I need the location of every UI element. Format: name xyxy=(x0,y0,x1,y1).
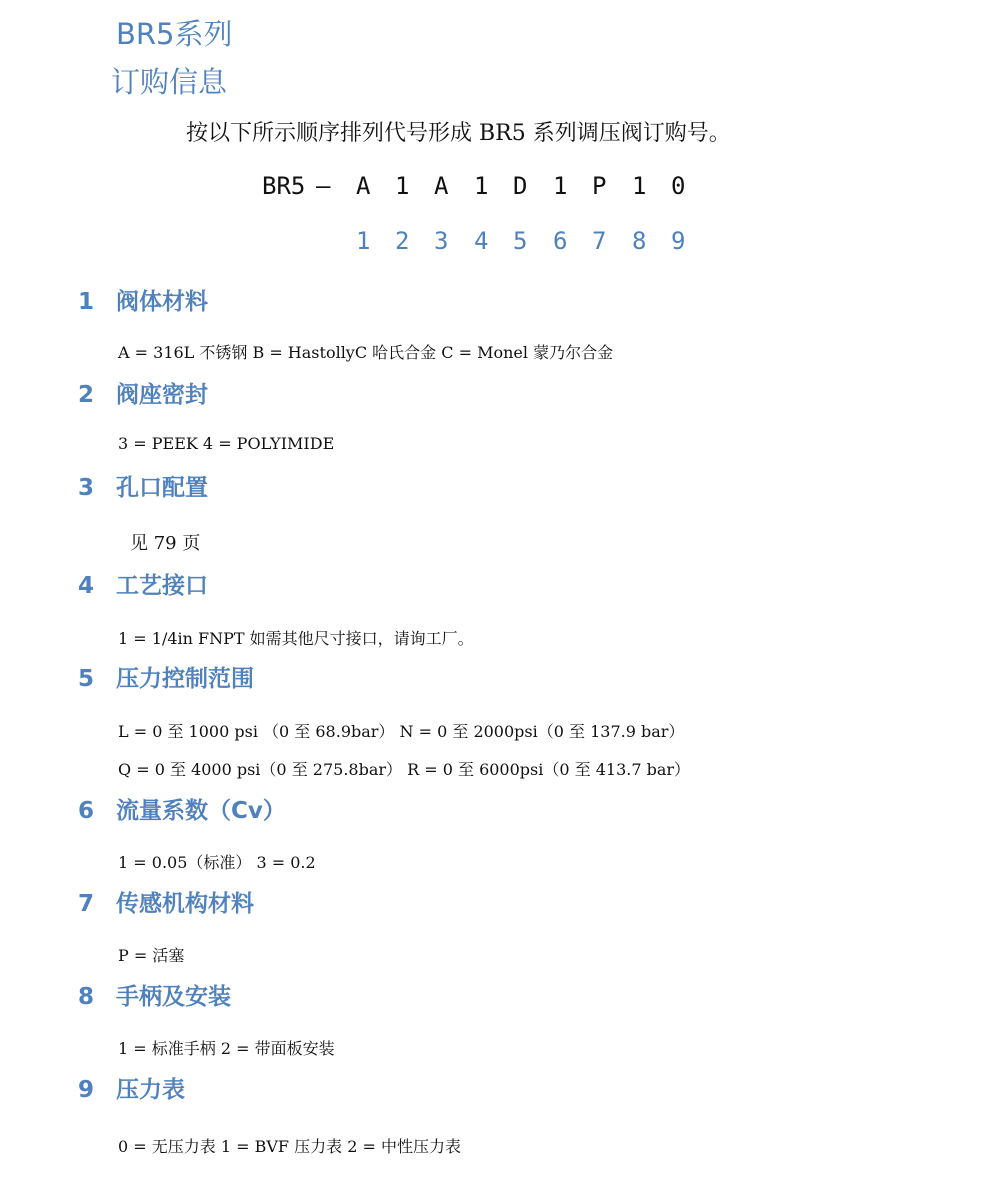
section-number: 6 xyxy=(78,798,95,824)
section-number: 9 xyxy=(78,1077,95,1103)
section-heading-text: 压力表 xyxy=(116,1077,185,1103)
section-heading-3 xyxy=(78,469,208,502)
section-heading-7 xyxy=(78,885,254,918)
position-number: 8 xyxy=(632,227,647,255)
section-heading-4 xyxy=(78,567,208,600)
section-heading-text: 阀体材料 xyxy=(116,289,208,315)
code-digit: A xyxy=(434,172,449,200)
position-number: 9 xyxy=(671,227,686,255)
position-number: 6 xyxy=(553,227,568,255)
section-heading-8 xyxy=(78,978,231,1011)
code-dash: — xyxy=(316,172,331,200)
section-option-line: 0 = 无压力表 1 = BVF 压力表 2 = 中性压力表 xyxy=(118,1137,461,1156)
section-option-line: 见 79 页 xyxy=(130,533,201,554)
series-title: BR5系列 xyxy=(116,17,233,51)
position-number: 5 xyxy=(513,227,528,255)
section-number: 3 xyxy=(78,475,95,501)
section-heading-text: 手柄及安装 xyxy=(116,984,231,1010)
section-heading-9 xyxy=(78,1071,185,1104)
code-digit: 1 xyxy=(395,172,410,200)
code-digit: 1 xyxy=(553,172,568,200)
section-heading-text: 压力控制范围 xyxy=(116,666,254,692)
code-prefix: BR5 xyxy=(262,172,306,200)
section-heading-6 xyxy=(78,792,286,825)
section-option-line: P = 活塞 xyxy=(118,946,185,965)
code-digit: 1 xyxy=(474,172,489,200)
section-number: 4 xyxy=(78,573,95,599)
position-number: 3 xyxy=(434,227,449,255)
section-number: 5 xyxy=(78,666,95,692)
code-digit: A xyxy=(356,172,371,200)
code-digit: P xyxy=(592,172,607,200)
section-heading-1 xyxy=(78,283,208,316)
section-option-line: A = 316L 不锈钢 B = HastollyC 哈氏合金 C = Monel 蒙乃尔合金 xyxy=(118,343,614,362)
section-heading-text: 流量系数（Cv） xyxy=(116,798,286,824)
section-heading-2 xyxy=(78,376,208,409)
section-option-line: 1 = 1/4in FNPT 如需其他尺寸接口，请询工厂。 xyxy=(118,629,474,648)
section-number: 1 xyxy=(78,289,95,315)
position-number: 1 xyxy=(356,227,371,255)
section-heading-text: 工艺接口 xyxy=(116,573,208,599)
code-digit: 0 xyxy=(671,172,686,200)
position-number: 2 xyxy=(395,227,410,255)
intro-text: 按以下所示顺序排列代号形成 BR5 系列调压阀订购号。 xyxy=(186,121,731,146)
section-option-line: 1 = 标准手柄 2 = 带面板安装 xyxy=(118,1039,335,1058)
position-number: 4 xyxy=(474,227,489,255)
section-option-line: 3 = PEEK 4 = POLYIMIDE xyxy=(118,434,335,453)
section-heading-text: 孔口配置 xyxy=(116,475,208,501)
section-title: 订购信息 xyxy=(111,65,228,99)
section-heading-5 xyxy=(78,660,254,693)
section-heading-text: 传感机构材料 xyxy=(116,891,254,917)
code-digit: D xyxy=(513,172,528,200)
section-option-line: 1 = 0.05（标准） 3 = 0.2 xyxy=(118,853,316,872)
section-number: 7 xyxy=(78,891,95,917)
position-number: 7 xyxy=(592,227,607,255)
section-heading-text: 阀座密封 xyxy=(116,382,208,408)
section-number: 8 xyxy=(78,984,95,1010)
section-option-line: Q = 0 至 4000 psi（0 至 275.8bar） R = 0 至 6000psi（0 至 413.7 bar） xyxy=(118,760,691,779)
section-number: 2 xyxy=(78,382,95,408)
section-option-line: L = 0 至 1000 psi （0 至 68.9bar） N = 0 至 2000psi（0 至 137.9 bar） xyxy=(118,722,685,741)
code-digit: 1 xyxy=(632,172,647,200)
